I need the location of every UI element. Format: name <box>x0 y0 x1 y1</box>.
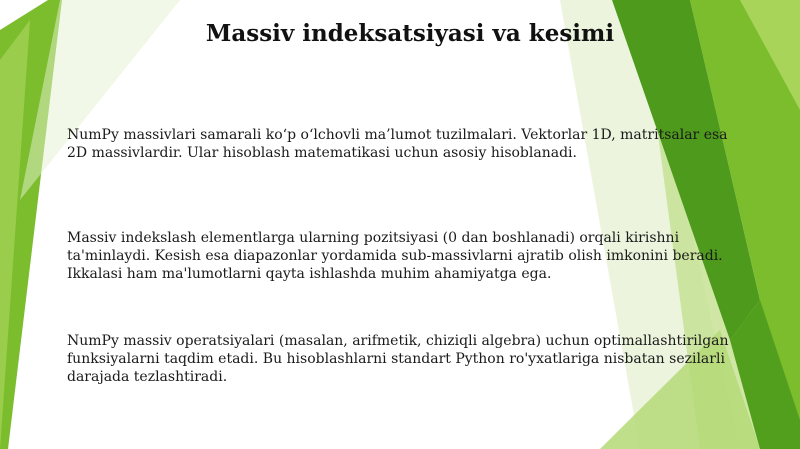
slide-title: Massiv indeksatsiyasi va kesimi <box>205 20 615 47</box>
paragraph-numpy-arrays: NumPy massivlari samarali ko‘p o‘lchovli ma’lumot tuzilmalari. Vektorlar 1D, matritsalar esa 2D massivlardir. Ular hisoblash matematikasi uchun asosiy hisoblanadi. <box>67 127 728 161</box>
paragraph-indexing-slicing: Massiv indekslash elementlarga ularning pozitsiyasi (0 dan boshlanadi) orqali kirishni ta'minlaydi. Kesish esa diapazonlar yordamida sub-massivlarni ajratib olish imkonini beradi. Ikkalasi ham ma'lumotlarni qayta ishlashda muhim ahamiyatga ega. <box>67 230 723 282</box>
paragraph-operations: NumPy massiv operatsiyalari (masalan, arifmetik, chiziqli algebra) uchun optimallashtirilgan funksiyalarni taqdim etadi. Bu hisoblashlarni standart Python ro'yxatlariga nisbatan sezilarli darajada tezlashtiradi. <box>67 333 729 385</box>
